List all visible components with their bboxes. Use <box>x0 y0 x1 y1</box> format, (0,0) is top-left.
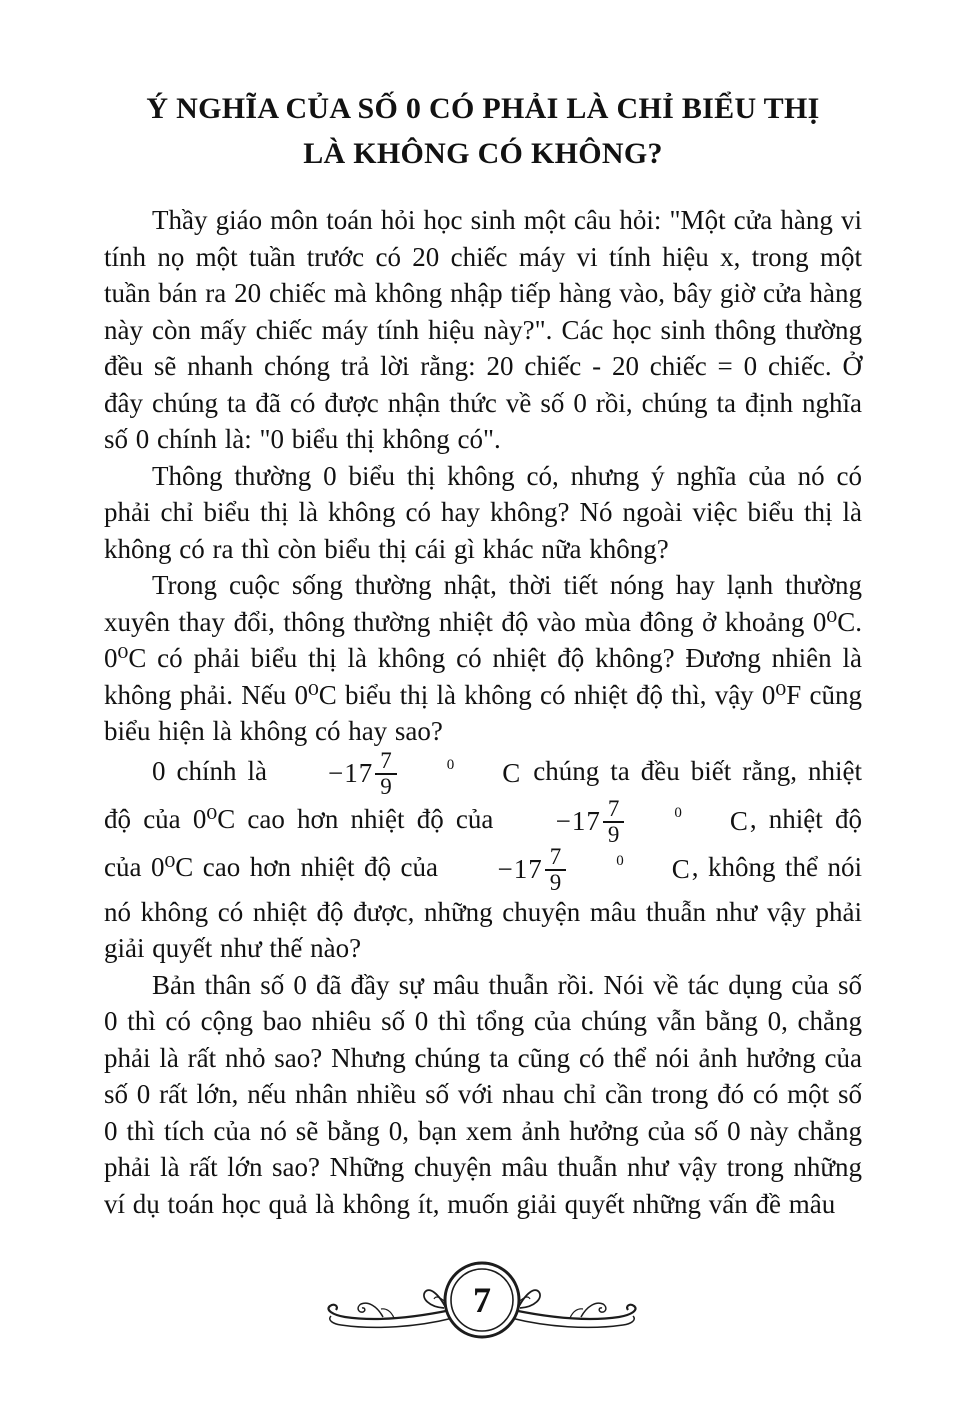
title-line-2: LÀ KHÔNG CÓ KHÔNG? <box>303 137 663 170</box>
fraction-denominator: 9 <box>380 773 392 799</box>
fraction-denominator: 9 <box>607 821 620 847</box>
paragraph-with-fractions: 0 chính là −17 $\frac{7}{9}$ 0 C chúng ta đều biết rằng, nhiệt độ của 0⁰C cao hơn nhiệt độ của −17 $\frac{7}{9}$ 0 C , nhiệt độ của 0⁰C cao hơn nhiệt độ của −17 $\frac{7}{9}$ 0 C , không thể nói nó không có nhiệt độ được, những chuyện mâu thuẫn như vậy phải giải quyết như thế nào? <box>104 747 862 963</box>
page-title <box>104 86 862 176</box>
title-line-1: Ý NGHĨA CỦA SỐ 0 CÓ PHẢI LÀ CHỈ BIỂU THỊ <box>146 92 820 125</box>
page-content <box>104 86 862 1222</box>
degree-superscript: 0 <box>616 853 624 870</box>
footer-ornament <box>317 1254 647 1354</box>
paragraph-3: Trong cuộc sống thường nhật, thời tiết nóng hay lạnh thường xuyên thay đổi, thông thường nhiệt độ vào mùa đông ở khoảng 0⁰C. 0⁰C có phải biểu thị là không có nhiệt độ không? Đương nhiên là không phải. Nếu 0⁰C biểu thị là không có nhiệt độ thì, vậy 0⁰F cũng biểu hiện là không có hay sao? <box>104 570 862 746</box>
paragraph-2: Thông thường 0 biểu thị không có, nhưng ý nghĩa của nó có phải chỉ biểu thị là không có hay không? Nó ngoài việc biểu thị là không có ra thì còn biểu thị cái gì khác nữa không? <box>104 460 862 564</box>
degree-superscript: 0 <box>674 805 682 822</box>
mixed-fraction <box>450 843 690 895</box>
temperature-unit: C <box>729 806 748 837</box>
mixed-fraction <box>508 795 748 847</box>
fraction-numerator: 7 <box>375 750 397 775</box>
fraction-stack <box>375 747 397 799</box>
temperature-unit: C <box>502 758 521 789</box>
fraction-numerator: 7 <box>545 846 567 871</box>
page-footer <box>317 1254 647 1354</box>
mixed-fraction <box>280 747 521 799</box>
paragraph-5: Bản thân số 0 đã đầy sự mâu thuẫn rồi. Nói về tác dụng của số 0 thì có cộng bao nhiêu số 0 thì tổng của chúng vẫn bằng 0, chẳng phải là rất nhỏ sao? Nhưng chúng ta cũng có thể nói ảnh hưởng của số 0 rất lớn, nếu nhân nhiều số với nhau chỉ cần trong đó có một số 0 thì tích của nó sẽ bằng 0, bạn xem ảnh hưởng của số 0 này chẳng phải là rất lớn sao? Những chuyện mâu thuẫn như vậy trong những ví dụ toán học quả là không ít, muốn giải quyết những vấn đề mâu <box>104 969 862 1219</box>
fraction-stack <box>603 795 625 847</box>
fraction-numerator: 7 <box>603 798 625 823</box>
fraction-stack <box>545 843 567 895</box>
fraction-denominator: 9 <box>549 869 562 895</box>
page-number: 7 <box>473 1280 491 1320</box>
fraction-whole-part: −17 <box>328 758 374 789</box>
fraction-whole-part: −17 <box>497 854 543 885</box>
fraction-whole-part: −17 <box>555 806 601 837</box>
degree-superscript: 0 <box>446 757 455 774</box>
temperature-unit: C <box>671 854 690 885</box>
paragraph-1: Thầy giáo môn toán hỏi học sinh một câu hỏi: "Một cửa hàng vi tính nọ một tuần trước có 20 chiếc máy vi tính hiệu x, trong một tuần bán ra 20 chiếc mà không nhập tiếp hàng vào, bây giờ cửa hàng này còn mấy chiếc máy tính hiệu này?". Các học sinh thông thường đều sẽ nhanh chóng trả lời rằng: 20 chiếc - 20 chiếc = 0 chiếc. Ở đây chúng ta đã có được nhận thức về số 0 rồi, chúng ta định nghĩa số 0 chính là: "0 biểu thị không có". <box>104 205 862 454</box>
